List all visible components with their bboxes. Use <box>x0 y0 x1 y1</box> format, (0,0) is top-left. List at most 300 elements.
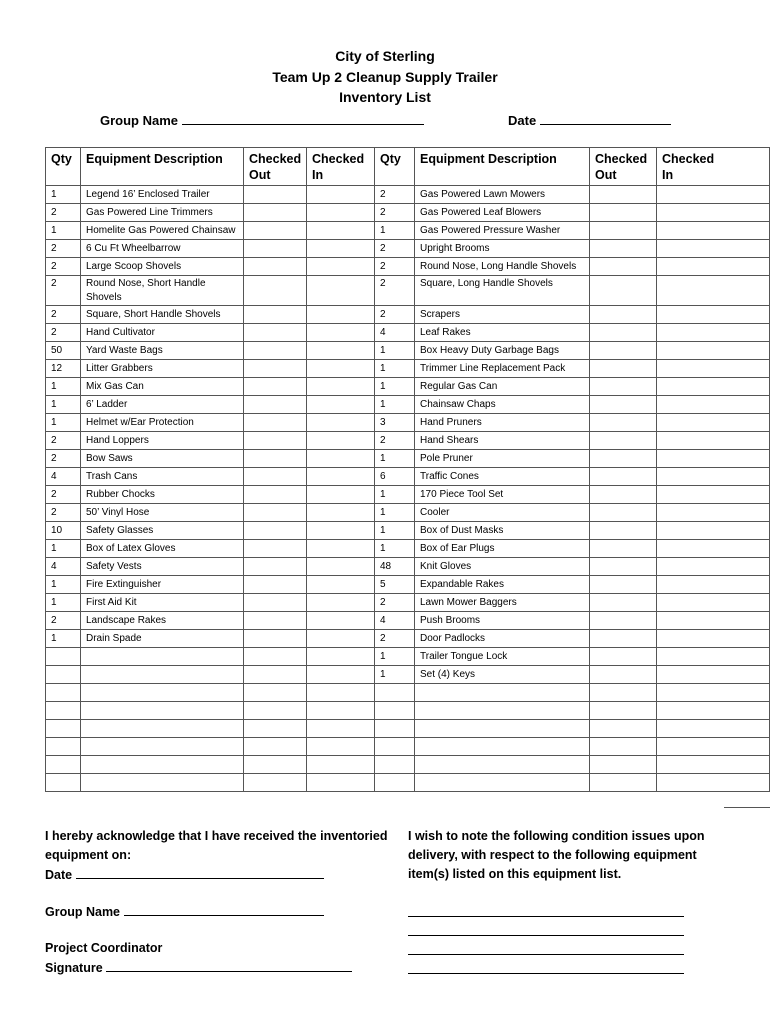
table-row <box>46 558 770 576</box>
description-cell: Knit Gloves <box>415 558 590 576</box>
checked-in-cell[interactable] <box>657 414 770 432</box>
checked-in-cell[interactable] <box>307 258 375 276</box>
description-cell <box>81 738 244 756</box>
qty-cell: 48 <box>375 558 415 576</box>
qty-cell: 1 <box>375 360 415 378</box>
description-cell: Box of Ear Plugs <box>415 540 590 558</box>
checked-out-cell[interactable] <box>244 576 307 594</box>
table-row <box>46 468 770 486</box>
description-cell: Box of Dust Masks <box>415 522 590 540</box>
description-cell: Trash Cans <box>81 468 244 486</box>
coordinator-signature-field[interactable] <box>45 939 352 978</box>
table-row <box>46 258 770 276</box>
org-name: City of Sterling <box>335 48 435 64</box>
checked-out-cell[interactable] <box>590 240 657 258</box>
description-cell: Pole Pruner <box>415 450 590 468</box>
checked-out-cell[interactable] <box>590 540 657 558</box>
qty-cell: 4 <box>46 468 81 486</box>
checked-in-cell[interactable] <box>307 378 375 396</box>
qty-cell: 4 <box>46 558 81 576</box>
qty-cell: 2 <box>375 276 415 306</box>
checked-out-cell[interactable] <box>244 612 307 630</box>
checked-out-cell[interactable] <box>244 342 307 360</box>
acknowledge-section <box>45 827 390 885</box>
checked-in-cell[interactable] <box>307 630 375 648</box>
table-row <box>46 576 770 594</box>
checked-in-cell[interactable] <box>307 522 375 540</box>
table-header-row <box>46 148 770 186</box>
checked-in-cell[interactable] <box>657 522 770 540</box>
description-cell <box>81 702 244 720</box>
description-cell: Round Nose, Long Handle Shovels <box>415 258 590 276</box>
qty-cell: 2 <box>46 306 81 324</box>
checked-out-cell[interactable] <box>244 276 307 306</box>
checked-in-cell[interactable] <box>307 666 375 684</box>
checked-in-cell[interactable] <box>307 756 375 774</box>
qty-cell <box>375 774 415 792</box>
qty-cell: 6 <box>375 468 415 486</box>
checked-in-cell[interactable] <box>657 720 770 738</box>
checked-out-cell[interactable] <box>244 324 307 342</box>
checked-in-cell[interactable] <box>657 204 770 222</box>
table-row <box>46 222 770 240</box>
qty-cell: 2 <box>46 276 81 306</box>
checked-out-cell[interactable] <box>590 186 657 204</box>
checked-out-cell[interactable] <box>244 222 307 240</box>
acknowledge-text: I hereby acknowledge that I have received the inventoried equipment on: <box>45 829 388 862</box>
document-subtitle: Inventory List <box>339 89 431 105</box>
description-cell: Trailer Tongue Lock <box>415 648 590 666</box>
checked-in-cell[interactable] <box>657 738 770 756</box>
description-cell: 50’ Vinyl Hose <box>81 504 244 522</box>
checked-out-cell[interactable] <box>244 486 307 504</box>
table-row <box>46 432 770 450</box>
checked-out-cell[interactable] <box>244 774 307 792</box>
description-cell: Gas Powered Line Trimmers <box>81 204 244 222</box>
checked-in-cell[interactable] <box>307 204 375 222</box>
document-header <box>0 46 770 108</box>
description-cell: Hand Pruners <box>415 414 590 432</box>
header-checked-out-right: Checked Out <box>590 148 657 186</box>
table-tail-line <box>724 807 770 808</box>
table-row <box>46 774 770 792</box>
checked-out-cell[interactable] <box>244 666 307 684</box>
ack-group-name-label: Group Name <box>45 905 121 919</box>
qty-cell <box>46 738 81 756</box>
table-row <box>46 756 770 774</box>
checked-out-cell[interactable] <box>244 702 307 720</box>
checked-in-cell[interactable] <box>307 396 375 414</box>
condition-line-1[interactable] <box>408 916 684 917</box>
checked-out-cell[interactable] <box>244 504 307 522</box>
checked-out-cell[interactable] <box>244 306 307 324</box>
checked-out-cell[interactable] <box>244 720 307 738</box>
description-cell: Litter Grabbers <box>81 360 244 378</box>
qty-cell <box>46 774 81 792</box>
qty-cell: 1 <box>375 378 415 396</box>
qty-cell: 50 <box>46 342 81 360</box>
qty-cell: 4 <box>375 612 415 630</box>
qty-cell: 1 <box>46 396 81 414</box>
checked-in-cell[interactable] <box>657 240 770 258</box>
checked-out-cell[interactable] <box>590 204 657 222</box>
checked-in-cell[interactable] <box>657 306 770 324</box>
checked-out-cell[interactable] <box>590 702 657 720</box>
qty-cell <box>46 684 81 702</box>
header-qty-right: Qty <box>375 148 415 186</box>
description-cell: 6’ Ladder <box>81 396 244 414</box>
checked-in-cell[interactable] <box>657 648 770 666</box>
checked-in-cell[interactable] <box>307 276 375 306</box>
checked-out-cell[interactable] <box>244 522 307 540</box>
checked-out-cell[interactable] <box>244 258 307 276</box>
header-checked-in-right: Checked In <box>657 148 770 186</box>
checked-in-cell[interactable] <box>307 720 375 738</box>
checked-in-cell[interactable] <box>657 612 770 630</box>
description-cell: Helmet w/Ear Protection <box>81 414 244 432</box>
description-cell: Safety Vests <box>81 558 244 576</box>
checked-out-cell[interactable] <box>590 558 657 576</box>
condition-line-2[interactable] <box>408 935 684 936</box>
qty-cell <box>375 684 415 702</box>
checked-out-cell[interactable] <box>590 258 657 276</box>
qty-cell <box>375 756 415 774</box>
checked-out-cell[interactable] <box>244 360 307 378</box>
checked-out-cell[interactable] <box>590 666 657 684</box>
checked-out-cell[interactable] <box>590 648 657 666</box>
checked-in-cell[interactable] <box>307 594 375 612</box>
checked-in-cell[interactable] <box>657 360 770 378</box>
qty-cell: 2 <box>46 204 81 222</box>
checked-in-cell[interactable] <box>657 702 770 720</box>
checked-out-cell[interactable] <box>590 630 657 648</box>
qty-cell <box>46 756 81 774</box>
checked-out-cell[interactable] <box>590 468 657 486</box>
group-name-field[interactable] <box>100 111 424 128</box>
checked-in-cell[interactable] <box>657 666 770 684</box>
table-row <box>46 504 770 522</box>
condition-line-3[interactable] <box>408 954 684 955</box>
table-row <box>46 306 770 324</box>
checked-out-cell[interactable] <box>244 630 307 648</box>
checked-out-cell[interactable] <box>590 222 657 240</box>
description-cell: Hand Shears <box>415 432 590 450</box>
checked-in-cell[interactable] <box>657 276 770 306</box>
qty-cell: 3 <box>375 414 415 432</box>
checked-in-cell[interactable] <box>307 468 375 486</box>
checked-out-cell[interactable] <box>590 756 657 774</box>
qty-cell: 2 <box>375 204 415 222</box>
description-cell: Scrapers <box>415 306 590 324</box>
qty-cell: 1 <box>375 222 415 240</box>
checked-out-cell[interactable] <box>244 414 307 432</box>
checked-in-cell[interactable] <box>307 450 375 468</box>
qty-cell: 2 <box>375 240 415 258</box>
qty-cell: 2 <box>46 258 81 276</box>
coordinator-label: Project Coordinator <box>45 941 163 955</box>
checked-out-cell[interactable] <box>590 378 657 396</box>
description-cell: Drain Spade <box>81 630 244 648</box>
checked-in-cell[interactable] <box>307 540 375 558</box>
qty-cell: 1 <box>375 504 415 522</box>
description-cell: Square, Short Handle Shovels <box>81 306 244 324</box>
checked-in-cell[interactable] <box>307 324 375 342</box>
checked-out-cell[interactable] <box>244 396 307 414</box>
qty-cell: 12 <box>46 360 81 378</box>
qty-cell: 1 <box>46 630 81 648</box>
checked-out-cell[interactable] <box>590 414 657 432</box>
description-cell: Regular Gas Can <box>415 378 590 396</box>
checked-in-cell[interactable] <box>657 774 770 792</box>
checked-in-cell[interactable] <box>657 258 770 276</box>
qty-cell: 1 <box>375 666 415 684</box>
description-cell: Hand Cultivator <box>81 324 244 342</box>
checked-in-cell[interactable] <box>307 240 375 258</box>
description-cell: Bow Saws <box>81 450 244 468</box>
checked-in-cell[interactable] <box>307 702 375 720</box>
qty-cell: 1 <box>46 186 81 204</box>
description-cell: Chainsaw Chaps <box>415 396 590 414</box>
checked-in-cell[interactable] <box>307 414 375 432</box>
qty-cell: 2 <box>375 432 415 450</box>
condition-section <box>408 827 728 884</box>
qty-cell: 1 <box>46 378 81 396</box>
checked-out-cell[interactable] <box>244 468 307 486</box>
table-row <box>46 522 770 540</box>
qty-cell: 2 <box>46 612 81 630</box>
table-row <box>46 612 770 630</box>
checked-in-cell[interactable] <box>657 576 770 594</box>
checked-in-cell[interactable] <box>307 306 375 324</box>
checked-in-cell[interactable] <box>657 684 770 702</box>
checked-in-cell[interactable] <box>657 342 770 360</box>
description-cell <box>415 720 590 738</box>
qty-cell: 2 <box>375 258 415 276</box>
checked-in-cell[interactable] <box>657 222 770 240</box>
table-row <box>46 720 770 738</box>
description-cell: Cooler <box>415 504 590 522</box>
qty-cell: 1 <box>46 594 81 612</box>
table-row <box>46 378 770 396</box>
checked-in-cell[interactable] <box>307 342 375 360</box>
group-name-label: Group Name <box>100 113 179 128</box>
qty-cell: 2 <box>46 450 81 468</box>
description-cell: Gas Powered Lawn Mowers <box>415 186 590 204</box>
table-row <box>46 276 770 306</box>
ack-group-name-field[interactable] <box>45 902 324 922</box>
header-checked-in: Checked In <box>307 148 375 186</box>
checked-in-cell[interactable] <box>657 396 770 414</box>
description-cell: 6 Cu Ft Wheelbarrow <box>81 240 244 258</box>
checked-in-cell[interactable] <box>657 486 770 504</box>
description-cell: Rubber Chocks <box>81 486 244 504</box>
checked-out-cell[interactable] <box>244 240 307 258</box>
inventory-table <box>45 147 770 792</box>
checked-in-cell[interactable] <box>657 324 770 342</box>
description-cell: Legend 16’ Enclosed Trailer <box>81 186 244 204</box>
checked-out-cell[interactable] <box>590 594 657 612</box>
checked-in-cell[interactable] <box>307 504 375 522</box>
description-cell: Set (4) Keys <box>415 666 590 684</box>
checked-in-cell[interactable] <box>307 576 375 594</box>
qty-cell: 10 <box>46 522 81 540</box>
description-cell: Traffic Cones <box>415 468 590 486</box>
checked-in-cell[interactable] <box>657 630 770 648</box>
checked-out-cell[interactable] <box>244 756 307 774</box>
acknowledge-date-line[interactable] <box>76 865 324 879</box>
checked-in-cell[interactable] <box>657 504 770 522</box>
description-cell: Fire Extinguisher <box>81 576 244 594</box>
table-row <box>46 204 770 222</box>
description-cell: Square, Long Handle Shovels <box>415 276 590 306</box>
qty-cell: 1 <box>375 342 415 360</box>
qty-cell: 1 <box>375 540 415 558</box>
checked-out-cell[interactable] <box>590 612 657 630</box>
checked-in-cell[interactable] <box>657 594 770 612</box>
description-cell: Safety Glasses <box>81 522 244 540</box>
condition-line-4[interactable] <box>408 973 684 974</box>
checked-out-cell[interactable] <box>244 684 307 702</box>
table-row <box>46 540 770 558</box>
header-description-right: Equipment Description <box>415 148 590 186</box>
description-cell: Round Nose, Short Handle Shovels <box>81 276 244 306</box>
checked-out-cell[interactable] <box>590 576 657 594</box>
table-row <box>46 414 770 432</box>
checked-out-cell[interactable] <box>244 204 307 222</box>
checked-in-cell[interactable] <box>657 540 770 558</box>
header-checked-out: Checked Out <box>244 148 307 186</box>
checked-out-cell[interactable] <box>590 522 657 540</box>
checked-in-cell[interactable] <box>657 558 770 576</box>
checked-in-cell[interactable] <box>307 432 375 450</box>
table-row <box>46 342 770 360</box>
qty-cell: 2 <box>375 594 415 612</box>
description-cell: Box Heavy Duty Garbage Bags <box>415 342 590 360</box>
checked-out-cell[interactable] <box>590 774 657 792</box>
qty-cell: 2 <box>375 306 415 324</box>
date-field[interactable] <box>508 111 671 128</box>
qty-cell: 1 <box>46 222 81 240</box>
checked-out-cell[interactable] <box>244 450 307 468</box>
checked-out-cell[interactable] <box>590 324 657 342</box>
description-cell <box>81 774 244 792</box>
qty-cell <box>46 666 81 684</box>
signature-line[interactable] <box>106 958 352 972</box>
description-cell <box>81 684 244 702</box>
checked-out-cell[interactable] <box>244 432 307 450</box>
table-row <box>46 324 770 342</box>
qty-cell: 1 <box>375 486 415 504</box>
checked-out-cell[interactable] <box>590 432 657 450</box>
description-cell: Gas Powered Pressure Washer <box>415 222 590 240</box>
checked-in-cell[interactable] <box>307 486 375 504</box>
checked-out-cell[interactable] <box>244 594 307 612</box>
description-cell: Large Scoop Shovels <box>81 258 244 276</box>
checked-out-cell[interactable] <box>590 306 657 324</box>
date-line[interactable] <box>540 111 671 125</box>
description-cell: Hand Loppers <box>81 432 244 450</box>
checked-out-cell[interactable] <box>590 450 657 468</box>
checked-in-cell[interactable] <box>307 774 375 792</box>
acknowledge-date-field[interactable] <box>45 865 390 885</box>
table-row <box>46 450 770 468</box>
qty-cell <box>375 720 415 738</box>
checked-out-cell[interactable] <box>590 396 657 414</box>
checked-out-cell[interactable] <box>590 276 657 306</box>
checked-in-cell[interactable] <box>307 612 375 630</box>
qty-cell: 1 <box>46 414 81 432</box>
checked-in-cell[interactable] <box>307 186 375 204</box>
checked-out-cell[interactable] <box>244 186 307 204</box>
qty-cell: 2 <box>46 504 81 522</box>
description-cell: Homelite Gas Powered Chainsaw <box>81 222 244 240</box>
checked-out-cell[interactable] <box>590 360 657 378</box>
checked-in-cell[interactable] <box>657 378 770 396</box>
checked-in-cell[interactable] <box>657 756 770 774</box>
checked-in-cell[interactable] <box>307 558 375 576</box>
checked-in-cell[interactable] <box>307 360 375 378</box>
description-cell <box>415 684 590 702</box>
description-cell: Mix Gas Can <box>81 378 244 396</box>
checked-in-cell[interactable] <box>657 468 770 486</box>
qty-cell: 1 <box>375 450 415 468</box>
ack-group-name-line[interactable] <box>124 902 324 916</box>
table-row <box>46 648 770 666</box>
header-description: Equipment Description <box>81 148 244 186</box>
checked-in-cell[interactable] <box>307 738 375 756</box>
description-cell: First Aid Kit <box>81 594 244 612</box>
qty-cell: 4 <box>375 324 415 342</box>
checked-out-cell[interactable] <box>590 684 657 702</box>
checked-out-cell[interactable] <box>590 720 657 738</box>
qty-cell: 2 <box>46 486 81 504</box>
inventory-body <box>46 186 770 792</box>
date-label: Date <box>508 113 537 128</box>
table-row <box>46 486 770 504</box>
description-cell: Door Padlocks <box>415 630 590 648</box>
checked-in-cell[interactable] <box>307 222 375 240</box>
qty-cell: 1 <box>375 396 415 414</box>
checked-out-cell[interactable] <box>244 378 307 396</box>
checked-out-cell[interactable] <box>244 540 307 558</box>
qty-cell <box>375 702 415 720</box>
condition-text: I wish to note the following condition issues upon delivery, with respect to the following equipment item(s) listed on this equipment list. <box>408 829 705 881</box>
checked-out-cell[interactable] <box>244 648 307 666</box>
checked-in-cell[interactable] <box>307 684 375 702</box>
qty-cell: 2 <box>46 240 81 258</box>
description-cell: Push Brooms <box>415 612 590 630</box>
table-row <box>46 666 770 684</box>
description-cell: Upright Brooms <box>415 240 590 258</box>
checked-in-cell[interactable] <box>307 648 375 666</box>
checked-in-cell[interactable] <box>657 450 770 468</box>
table-row <box>46 240 770 258</box>
checked-out-cell[interactable] <box>590 486 657 504</box>
checked-out-cell[interactable] <box>590 342 657 360</box>
checked-in-cell[interactable] <box>657 186 770 204</box>
checked-out-cell[interactable] <box>244 738 307 756</box>
table-row <box>46 186 770 204</box>
checked-out-cell[interactable] <box>244 558 307 576</box>
group-name-line[interactable] <box>182 111 424 125</box>
description-cell: Lawn Mower Baggers <box>415 594 590 612</box>
checked-in-cell[interactable] <box>657 432 770 450</box>
checked-out-cell[interactable] <box>590 504 657 522</box>
qty-cell: 2 <box>375 630 415 648</box>
description-cell <box>81 756 244 774</box>
checked-out-cell[interactable] <box>590 738 657 756</box>
qty-cell: 2 <box>46 324 81 342</box>
